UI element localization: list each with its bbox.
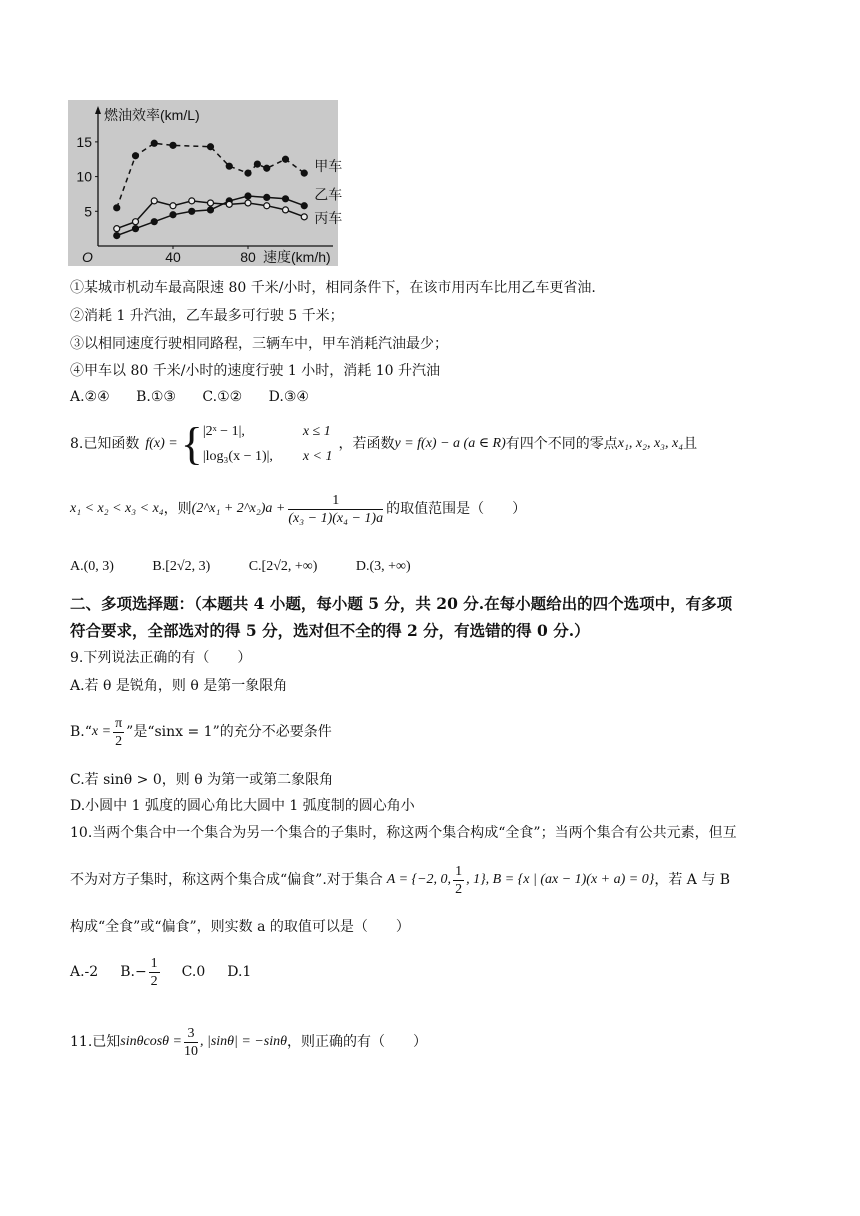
q10-option-b-pre: B.− <box>120 964 147 980</box>
chart-svg <box>68 100 343 266</box>
q10-line1: 10.当两个集合中一个集合为另一个集合的子集时，称这两个集合构成“全食”；当两个集合有公共元素，但互 <box>70 825 737 841</box>
q9-option-b <box>70 712 332 752</box>
q8-option-c: C.[2√2, +∞) <box>248 559 318 574</box>
q7-option-d: D.③④ <box>268 389 309 405</box>
data-point-2-5 <box>208 200 214 206</box>
q8-expr-left: (2^x₁ + 2^x₂)a + <box>191 501 286 516</box>
q10-options <box>70 950 251 994</box>
q10-option-c: C.0 <box>181 964 206 980</box>
data-point-0-2 <box>151 140 157 146</box>
q10-option-b-fraction <box>149 955 160 990</box>
q8-prefix: 8.已知函数 <box>70 436 140 452</box>
q8-frac-num: 1 <box>288 492 383 510</box>
q9-b-fraction <box>113 715 124 750</box>
q11-fraction <box>184 1025 198 1060</box>
q10-option-b-num: 1 <box>150 955 158 971</box>
q11-expr: sinθcosθ = <box>120 1034 182 1049</box>
data-point-0-3 <box>170 142 176 148</box>
y-axis-arrow <box>95 106 101 114</box>
y-tick-label: 5 <box>84 203 92 220</box>
x-tick-label: 80 <box>240 249 256 265</box>
x-axis-label: 速度(km/h) <box>263 249 331 265</box>
q8-range-text: 的取值范围是（ ） <box>386 501 527 517</box>
q8-case1-cond: x ≤ 1 <box>302 424 331 439</box>
q11-stem <box>70 1020 427 1064</box>
q8-mid: ，若函数 <box>338 436 395 452</box>
q7-option-a: A.②④ <box>70 389 110 405</box>
q11-tail: ，则正确的有（ ） <box>287 1034 427 1050</box>
data-point-0-1 <box>133 153 139 159</box>
q8-case2-cond: x < 1 <box>302 449 333 464</box>
data-point-1-4 <box>189 208 195 214</box>
q8-case2-expr: |log₃(x − 1)|, <box>202 449 273 464</box>
q10-setA-fraction <box>453 863 464 898</box>
q9-b-pre: B.“ <box>70 724 92 740</box>
q10-option-d: D.1 <box>227 964 252 980</box>
section2-heading-line1: 二、多项选择题：（本题共 4 小题，每小题 5 分，共 20 分.在每小题给出的四个选项中，有多项 <box>70 594 733 613</box>
q10-setA-pre: A = {−2, 0, <box>386 872 452 887</box>
y-tick-label: 15 <box>76 133 92 150</box>
q8-order: x₁ < x₂ < x₃ < x₄ <box>70 501 164 516</box>
q8-frac-den: (x₃ − 1)(x₄ − 1)a <box>288 510 384 526</box>
q9-stem: 9.下列说法正确的有（ ） <box>70 650 252 666</box>
data-point-1-8 <box>264 194 270 200</box>
data-point-0-10 <box>301 170 307 176</box>
q8-fx: f(x) = <box>145 436 178 451</box>
q10-option-b-den: 2 <box>150 973 158 989</box>
q8-stem-line1 <box>70 414 697 474</box>
data-point-2-0 <box>114 226 120 232</box>
q11-num: 3 <box>184 1025 198 1043</box>
q9-option-c: C.若 sinθ > 0，则 θ 为第一或第二象限角 <box>70 772 334 788</box>
q8-mid2: 有四个不同的零点 <box>505 436 618 452</box>
q10-option-a: A.-2 <box>70 964 99 980</box>
data-point-0-5 <box>226 163 232 169</box>
q8-options <box>70 556 433 577</box>
q8-yexpr: y = f(x) − a (a ∈ R) <box>394 436 506 451</box>
data-point-1-0 <box>114 233 120 239</box>
data-point-0-0 <box>114 205 120 211</box>
data-point-0-9 <box>283 156 289 162</box>
data-point-1-7 <box>245 193 251 199</box>
data-point-2-8 <box>264 203 270 209</box>
data-point-2-9 <box>283 207 289 213</box>
q10-line3: 构成“全食”或“偏食”，则实数 a 的取值可以是（ ） <box>70 919 410 935</box>
data-point-1-9 <box>283 196 289 202</box>
q8-piecewise <box>203 419 333 469</box>
q7-option-c: C.①② <box>202 389 243 405</box>
data-point-2-2 <box>151 198 157 204</box>
data-point-1-10 <box>301 203 307 209</box>
q9-option-a: A.若 θ 是锐角，则 θ 是第一象限角 <box>70 678 288 694</box>
q10-setA-post: , 1}, B = {x | (ax − 1)(x + a) = 0} <box>466 872 655 887</box>
data-point-1-3 <box>170 212 176 218</box>
q8-option-a: A.(0, 3) <box>70 559 114 574</box>
q10-line2-pre: 不为对方子集时，称这两个集合成“偏食”.对于集合 <box>70 872 383 888</box>
series-label-1: 乙车 <box>314 186 343 203</box>
data-point-1-5 <box>208 207 214 213</box>
fuel-efficiency-chart <box>68 100 343 266</box>
q10-line2-post: ，若 A 与 B <box>654 872 731 888</box>
q7-statement-4: ④甲车以 80 千米/小时的速度行驶 1 小时，消耗 10 升汽油 <box>70 363 440 379</box>
q7-option-b: B.①③ <box>136 389 176 405</box>
q7-statement-3: ③以相同速度行驶相同路程，三辆车中，甲车消耗汽油最少； <box>70 336 448 352</box>
data-point-2-6 <box>226 201 232 207</box>
q9-b-x: x = <box>91 724 112 739</box>
series-label-2: 丙车 <box>314 209 343 226</box>
q8-fraction <box>288 492 383 527</box>
x-tick-label: 40 <box>165 249 181 265</box>
section2-heading-line2: 符合要求，全部选对的得 5 分，选对但不全的得 2 分，有选错的得 0 分.） <box>70 621 590 640</box>
data-point-2-1 <box>133 219 139 225</box>
q9-option-d: D.小圆中 1 弧度的圆心角比大圆中 1 弧度制的圆心角小 <box>70 798 415 814</box>
q8-then: ，则 <box>163 501 192 517</box>
q9-b-num: π <box>115 715 123 731</box>
q11-post-expr: , |sinθ| = −sinθ <box>199 1034 287 1049</box>
q7-statement-1: ①某城市机动车最高限速 80 千米/小时，相同条件下，在该市用丙车比用乙车更省油. <box>70 280 596 296</box>
q10-setA-num: 1 <box>455 863 463 879</box>
q8-tail: 且 <box>683 436 698 452</box>
data-point-0-4 <box>208 144 214 150</box>
data-point-1-2 <box>151 219 157 225</box>
data-point-0-7 <box>254 161 260 167</box>
q8-brace: { <box>180 418 203 469</box>
q7-statement-2: ②消耗 1 升汽油，乙车最多可行驶 5 千米； <box>70 308 344 324</box>
y-tick-label: 10 <box>76 168 92 185</box>
data-point-2-10 <box>301 214 307 220</box>
q7-options <box>70 387 331 407</box>
q8-zeros: x₁, x₂, x₃, x₄ <box>617 436 684 451</box>
y-axis-label: 燃油效率(km/L) <box>104 107 200 123</box>
q9-b-den: 2 <box>115 733 123 749</box>
q8-stem-line2 <box>70 486 526 532</box>
q11-pre: 11.已知 <box>70 1034 121 1050</box>
series-label-0: 甲车 <box>314 158 343 175</box>
q11-den: 10 <box>183 1043 198 1059</box>
origin-label: O <box>82 249 93 265</box>
q10-setA-den: 2 <box>455 881 463 897</box>
data-point-0-8 <box>264 165 270 171</box>
data-point-2-7 <box>245 200 251 206</box>
q8-option-d: D.(3, +∞) <box>355 559 411 574</box>
q10-line2 <box>70 858 730 902</box>
q8-option-b: B.[2√2, 3) <box>152 559 211 574</box>
data-point-1-1 <box>133 226 139 232</box>
q8-case1-expr: |2ˣ − 1|, <box>202 424 245 439</box>
q9-b-post: ”是“sinx = 1”的充分不必要条件 <box>126 724 332 740</box>
data-point-0-6 <box>245 170 251 176</box>
data-point-2-4 <box>189 198 195 204</box>
data-point-2-3 <box>170 203 176 209</box>
